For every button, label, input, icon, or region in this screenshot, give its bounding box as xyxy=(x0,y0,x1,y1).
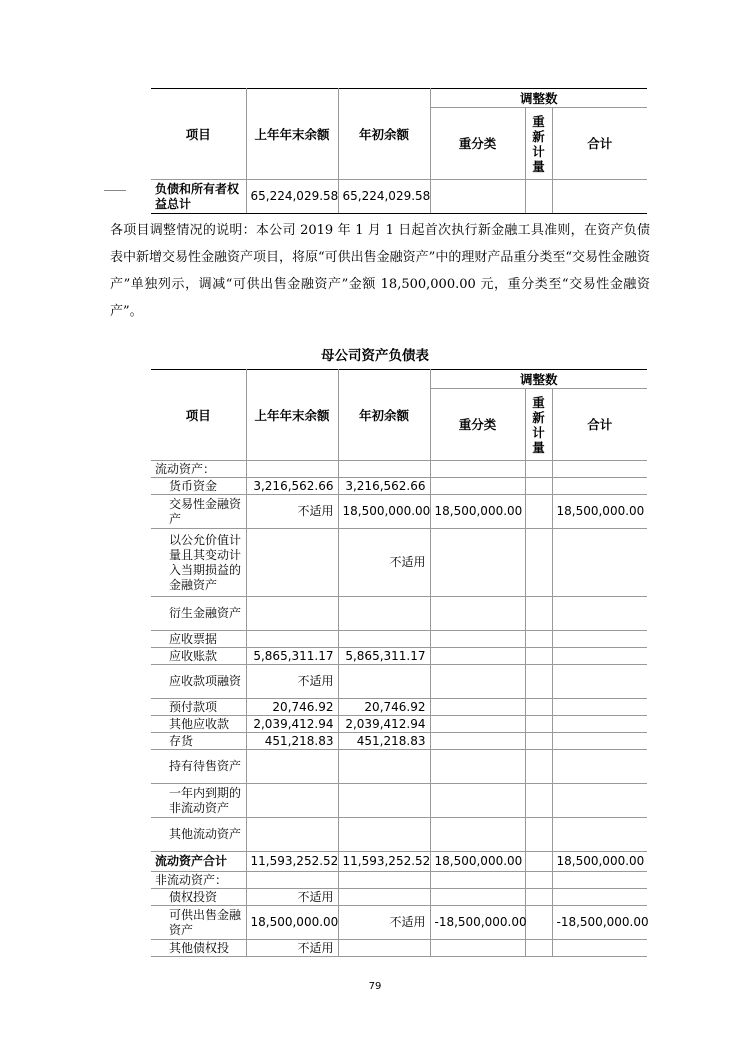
header-adjust: 调整数 xyxy=(430,89,647,108)
table-cell-begin: 5,865,311.17 xyxy=(338,648,430,665)
table-row xyxy=(151,940,647,957)
table-cell-reclass xyxy=(430,716,525,733)
table-cell-begin: 不适用 xyxy=(338,906,430,940)
table-cell-total xyxy=(552,889,647,906)
table-cell-prev-end: 不适用 xyxy=(246,495,338,529)
table-cell-begin: 20,746.92 xyxy=(338,699,430,716)
table-row-item: 非流动资产： xyxy=(151,872,246,889)
table-row xyxy=(151,529,647,597)
table-cell-prev-end xyxy=(246,529,338,597)
table-cell-total xyxy=(552,733,647,750)
table-cell-prev-end xyxy=(246,631,338,648)
table-cell-begin: 18,500,000.00 xyxy=(338,495,430,529)
table-cell-reclass xyxy=(430,889,525,906)
table-cell-remeasure xyxy=(525,699,552,716)
table-cell-begin: 3,216,562.66 xyxy=(338,478,430,495)
table-cell-begin xyxy=(338,461,430,478)
table-cell-total xyxy=(552,940,647,957)
table-cell-reclass: 18,500,000.00 xyxy=(430,495,525,529)
table-cell-prev-end: 3,216,562.66 xyxy=(246,478,338,495)
table-cell-begin: 11,593,252.52 xyxy=(338,852,430,872)
table-cell-prev-end xyxy=(246,784,338,818)
table-row xyxy=(151,631,647,648)
table-cell-begin xyxy=(338,631,430,648)
table-cell-begin: 451,218.83 xyxy=(338,733,430,750)
balance-adjustment-table-continued xyxy=(151,88,647,214)
table-row xyxy=(151,699,647,716)
table-cell-remeasure xyxy=(525,716,552,733)
table-cell-prev-end xyxy=(246,750,338,784)
table-cell-remeasure xyxy=(525,750,552,784)
table-cell-remeasure xyxy=(525,940,552,957)
table-cell-prev-end: 18,500,000.00 xyxy=(246,906,338,940)
table-row xyxy=(151,461,647,478)
table-cell-begin xyxy=(338,872,430,889)
table-cell-prev-end: 65,224,029.58 xyxy=(246,180,338,214)
table-cell-remeasure xyxy=(525,665,552,699)
table-row xyxy=(151,478,647,495)
table-row-item: 交易性金融资产 xyxy=(151,495,246,529)
table-row-item: 负债和所有者权益总计 xyxy=(151,180,246,214)
table-cell-begin xyxy=(338,889,430,906)
table-cell-reclass xyxy=(430,750,525,784)
table-row-item: 预付款项 xyxy=(151,699,246,716)
table-cell-total xyxy=(552,784,647,818)
header-begin: 年初余额 xyxy=(338,89,430,180)
table-cell-total xyxy=(552,631,647,648)
table-cell-begin xyxy=(338,784,430,818)
table-cell-reclass xyxy=(430,818,525,852)
table-cell-total xyxy=(552,818,647,852)
header-remeasure: 重新计量 xyxy=(525,108,552,180)
page-number: 79 xyxy=(368,981,382,992)
table-row-item: 以公允价值计量且其变动计入当期损益的金融资产 xyxy=(151,529,246,597)
table-cell-reclass xyxy=(430,872,525,889)
table-cell-total xyxy=(552,750,647,784)
table-cell-total: 18,500,000.00 xyxy=(552,495,647,529)
table-cell-total xyxy=(552,529,647,597)
margin-dash xyxy=(104,190,126,191)
table-cell-remeasure xyxy=(525,597,552,631)
table-row-item: 债权投资 xyxy=(151,889,246,906)
table-row xyxy=(151,784,647,818)
table-row-item: 一年内到期的非流动资产 xyxy=(151,784,246,818)
table-cell-reclass xyxy=(430,733,525,750)
table-cell-remeasure xyxy=(525,889,552,906)
table-cell-remeasure xyxy=(525,784,552,818)
table-row xyxy=(151,665,647,699)
table-cell-reclass xyxy=(430,180,525,214)
table-cell-reclass xyxy=(430,461,525,478)
header-item: 项目 xyxy=(151,370,246,461)
table-cell-remeasure xyxy=(525,818,552,852)
table-cell-prev-end: 不适用 xyxy=(246,665,338,699)
table-cell-prev-end: 11,593,252.52 xyxy=(246,852,338,872)
table-cell-begin: 不适用 xyxy=(338,529,430,597)
table-cell-total xyxy=(552,716,647,733)
table-cell-prev-end: 2,039,412.94 xyxy=(246,716,338,733)
table-row xyxy=(151,716,647,733)
header-remeasure: 重新计量 xyxy=(525,389,552,461)
table-cell-total xyxy=(552,872,647,889)
table-cell-remeasure xyxy=(525,461,552,478)
table-row-item: 货币资金 xyxy=(151,478,246,495)
table-row xyxy=(151,495,647,529)
table-row-item: 持有待售资产 xyxy=(151,750,246,784)
table-cell-remeasure xyxy=(525,529,552,597)
table-row-item: 其他流动资产 xyxy=(151,818,246,852)
table-row-item: 流动资产： xyxy=(151,461,246,478)
table-cell-remeasure xyxy=(525,180,552,214)
table-cell-total xyxy=(552,665,647,699)
header-reclass: 重分类 xyxy=(430,389,525,461)
table-cell-begin xyxy=(338,750,430,784)
table-cell-begin xyxy=(338,940,430,957)
table-cell-reclass xyxy=(430,478,525,495)
header-prev-end: 上年年末余额 xyxy=(246,89,338,180)
header-begin: 年初余额 xyxy=(338,370,430,461)
header-total: 合计 xyxy=(552,389,647,461)
table-row-item: 衍生金融资产 xyxy=(151,597,246,631)
table-cell-total xyxy=(552,478,647,495)
table-row-item: 其他债权投 xyxy=(151,940,246,957)
table-cell-prev-end xyxy=(246,597,338,631)
table-row xyxy=(151,733,647,750)
table-cell-begin xyxy=(338,597,430,631)
table-body xyxy=(151,461,647,957)
header-item: 项目 xyxy=(151,89,246,180)
table-cell-remeasure xyxy=(525,495,552,529)
table-cell-begin xyxy=(338,665,430,699)
table-cell-reclass xyxy=(430,597,525,631)
table-cell-remeasure xyxy=(525,906,552,940)
header-prev-end: 上年年末余额 xyxy=(246,370,338,461)
table-cell-total xyxy=(552,699,647,716)
table-row-item: 应收票据 xyxy=(151,631,246,648)
table-cell-total xyxy=(552,461,647,478)
table-cell-reclass xyxy=(430,699,525,716)
table-title: 母公司资产负债表 xyxy=(321,348,429,364)
adjustment-explanation: 各项目调整情况的说明：本公司 2019 年 1 月 1 日起首次执行新金融工具准则，在资产负债表中新增交易性金融资产项目，将原“可供出售金融资产”中的理财产品重分类至“交易性金融资产”单独列示，调减“可供出售金融资产”金额 18,500,000.00 元，重分类至“交易性金融资产”。 xyxy=(110,223,650,319)
table-cell-reclass xyxy=(430,665,525,699)
table-row-item: 存货 xyxy=(151,733,246,750)
table-row-item: 应收账款 xyxy=(151,648,246,665)
table-row xyxy=(151,648,647,665)
table-cell-remeasure xyxy=(525,631,552,648)
table-row xyxy=(151,889,647,906)
table-cell-reclass: 18,500,000.00 xyxy=(430,852,525,872)
table-cell-total: -18,500,000.00 xyxy=(552,906,647,940)
table-row xyxy=(151,872,647,889)
table-cell-remeasure xyxy=(525,872,552,889)
table-row xyxy=(151,852,647,872)
table-row-item: 可供出售金融资产 xyxy=(151,906,246,940)
table-cell-reclass xyxy=(430,648,525,665)
parent-balance-sheet-table xyxy=(151,369,647,957)
table-cell-remeasure xyxy=(525,733,552,750)
table-row xyxy=(151,818,647,852)
table-cell-prev-end xyxy=(246,461,338,478)
table-cell-prev-end xyxy=(246,872,338,889)
table-cell-prev-end: 不适用 xyxy=(246,889,338,906)
table-cell-reclass xyxy=(430,529,525,597)
header-total: 合计 xyxy=(552,108,647,180)
table-cell-remeasure xyxy=(525,648,552,665)
table-cell-total xyxy=(552,180,647,214)
table-cell-prev-end: 451,218.83 xyxy=(246,733,338,750)
table-cell-begin xyxy=(338,818,430,852)
table-cell-prev-end: 5,865,311.17 xyxy=(246,648,338,665)
table-cell-reclass xyxy=(430,784,525,818)
header-adjust: 调整数 xyxy=(430,370,647,389)
table-row xyxy=(151,906,647,940)
table-cell-prev-end: 20,746.92 xyxy=(246,699,338,716)
table-row-item: 应收款项融资 xyxy=(151,665,246,699)
table-row-item: 流动资产合计 xyxy=(151,852,246,872)
table-cell-reclass xyxy=(430,940,525,957)
table-cell-remeasure xyxy=(525,852,552,872)
table-cell-begin: 2,039,412.94 xyxy=(338,716,430,733)
table-row xyxy=(151,750,647,784)
table-cell-prev-end: 不适用 xyxy=(246,940,338,957)
table-cell-reclass: -18,500,000.00 xyxy=(430,906,525,940)
table-cell-reclass xyxy=(430,631,525,648)
table-cell-begin: 65,224,029.58 xyxy=(338,180,430,214)
table-cell-remeasure xyxy=(525,478,552,495)
table-cell-total xyxy=(552,597,647,631)
table-cell-prev-end xyxy=(246,818,338,852)
table-cell-total: 18,500,000.00 xyxy=(552,852,647,872)
table-row xyxy=(151,597,647,631)
table-cell-total xyxy=(552,648,647,665)
header-reclass: 重分类 xyxy=(430,108,525,180)
table-row-item: 其他应收款 xyxy=(151,716,246,733)
